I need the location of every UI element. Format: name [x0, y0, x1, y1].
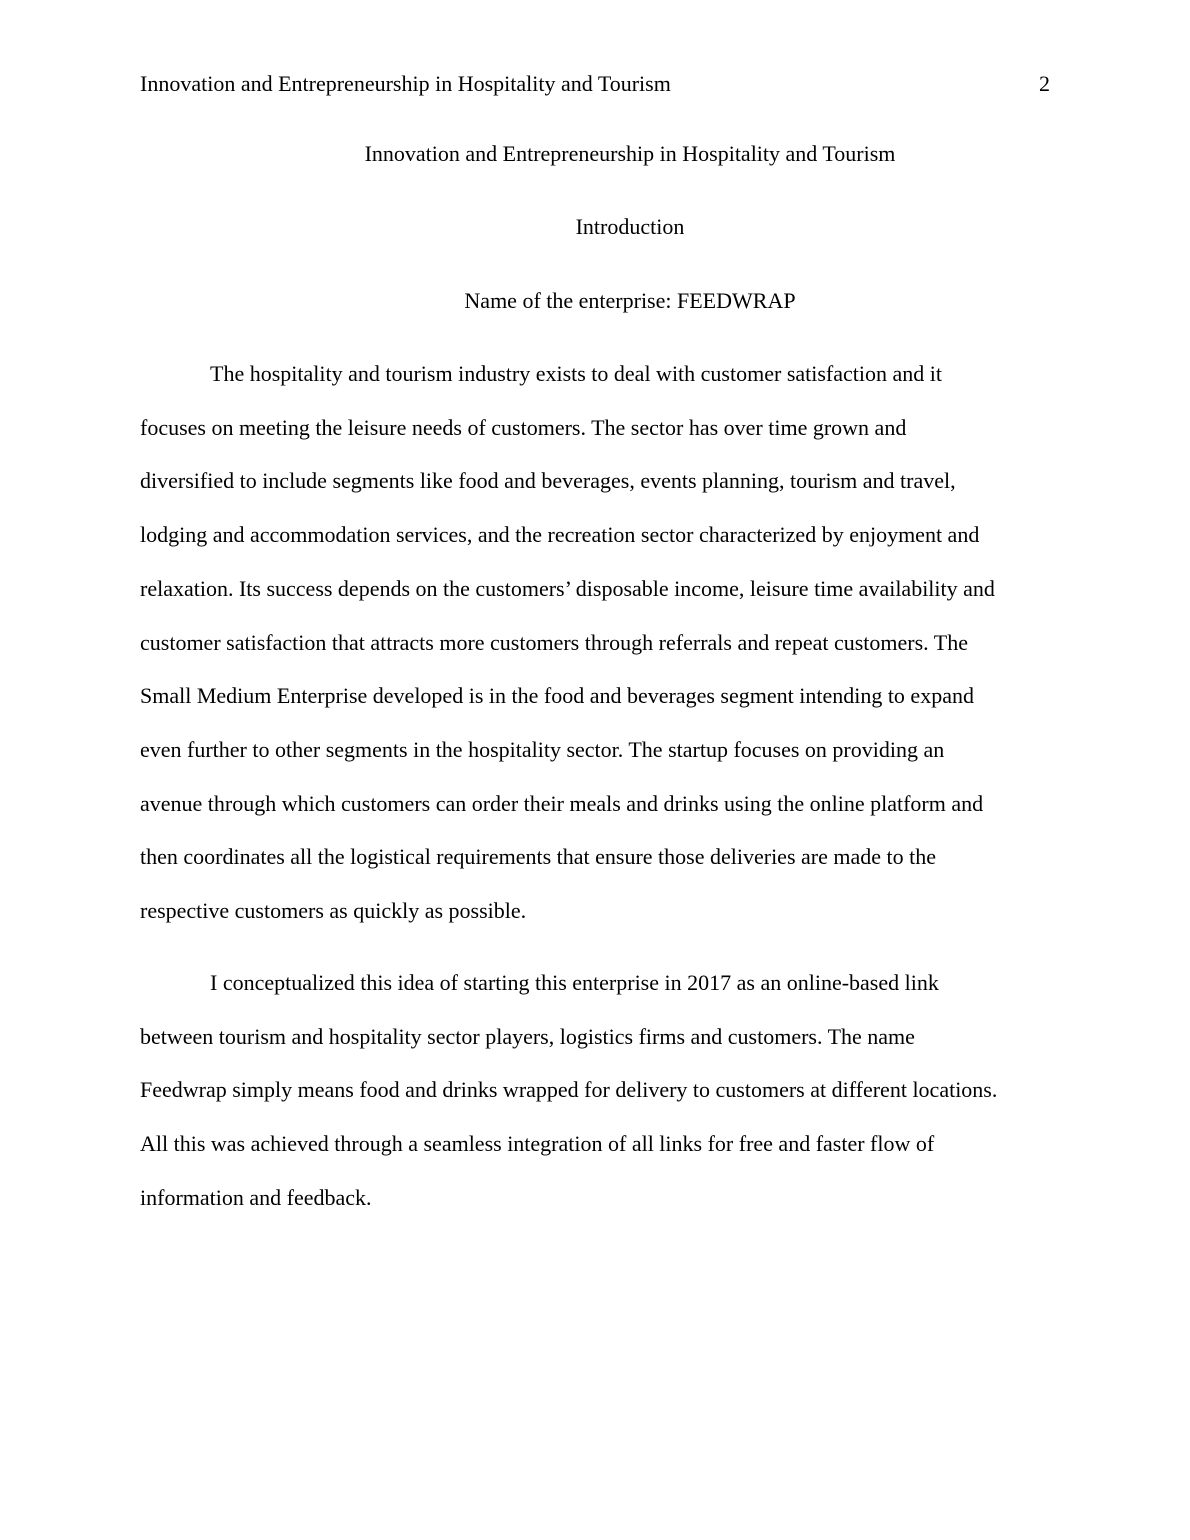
paragraph-line: information and feedback. [140, 1184, 372, 1210]
paragraph-line: All this was achieved through a seamless integration of all links for free and faster flow of [140, 1131, 935, 1157]
paragraph-line: then coordinates all the logistical requirements that ensure those deliveries are made to the [140, 844, 936, 870]
page-number: 2 [1039, 71, 1050, 96]
paragraph-line: respective customers as quickly as possible. [140, 898, 527, 924]
paragraph-line: even further to other segments in the hospitality sector. The startup focuses on providing an [140, 736, 945, 762]
paragraph-line: lodging and accommodation services, and the recreation sector characterized by enjoyment and [140, 522, 980, 548]
section-heading: Introduction [575, 214, 685, 239]
paragraph-2 [140, 956, 1052, 1225]
running-head: Innovation and Entrepreneurship in Hospitality and Tourism [140, 71, 671, 96]
paragraph-line: customer satisfaction that attracts more customers through referrals and repeat customers. The [140, 629, 968, 655]
paragraph-1 [140, 347, 1052, 938]
paragraph-line: relaxation. Its success depends on the customers’ disposable income, leisure time availability and [140, 575, 995, 601]
paragraph-line: avenue through which customers can order their meals and drinks using the online platform and [140, 790, 984, 816]
paragraph-line: The hospitality and tourism industry exists to deal with customer satisfaction and it [210, 361, 942, 386]
document-title: Innovation and Entrepreneurship in Hospitality and Tourism [364, 141, 896, 166]
paragraph-line: Small Medium Enterprise developed is in the food and beverages segment intending to expand [140, 683, 974, 709]
paragraph-line: Feedwrap simply means food and drinks wrapped for delivery to customers at different locations. [140, 1077, 998, 1103]
paragraph-line: diversified to include segments like food and beverages, events planning, tourism and travel, [140, 468, 956, 494]
enterprise-name-line: Name of the enterprise: FEEDWRAP [464, 288, 796, 313]
paragraph-line: between tourism and hospitality sector players, logistics firms and customers. The name [140, 1023, 915, 1049]
paragraph-line: I conceptualized this idea of starting this enterprise in 2017 as an online-based link [210, 970, 939, 995]
paragraph-line: focuses on meeting the leisure needs of customers. The sector has over time grown and [140, 414, 907, 440]
